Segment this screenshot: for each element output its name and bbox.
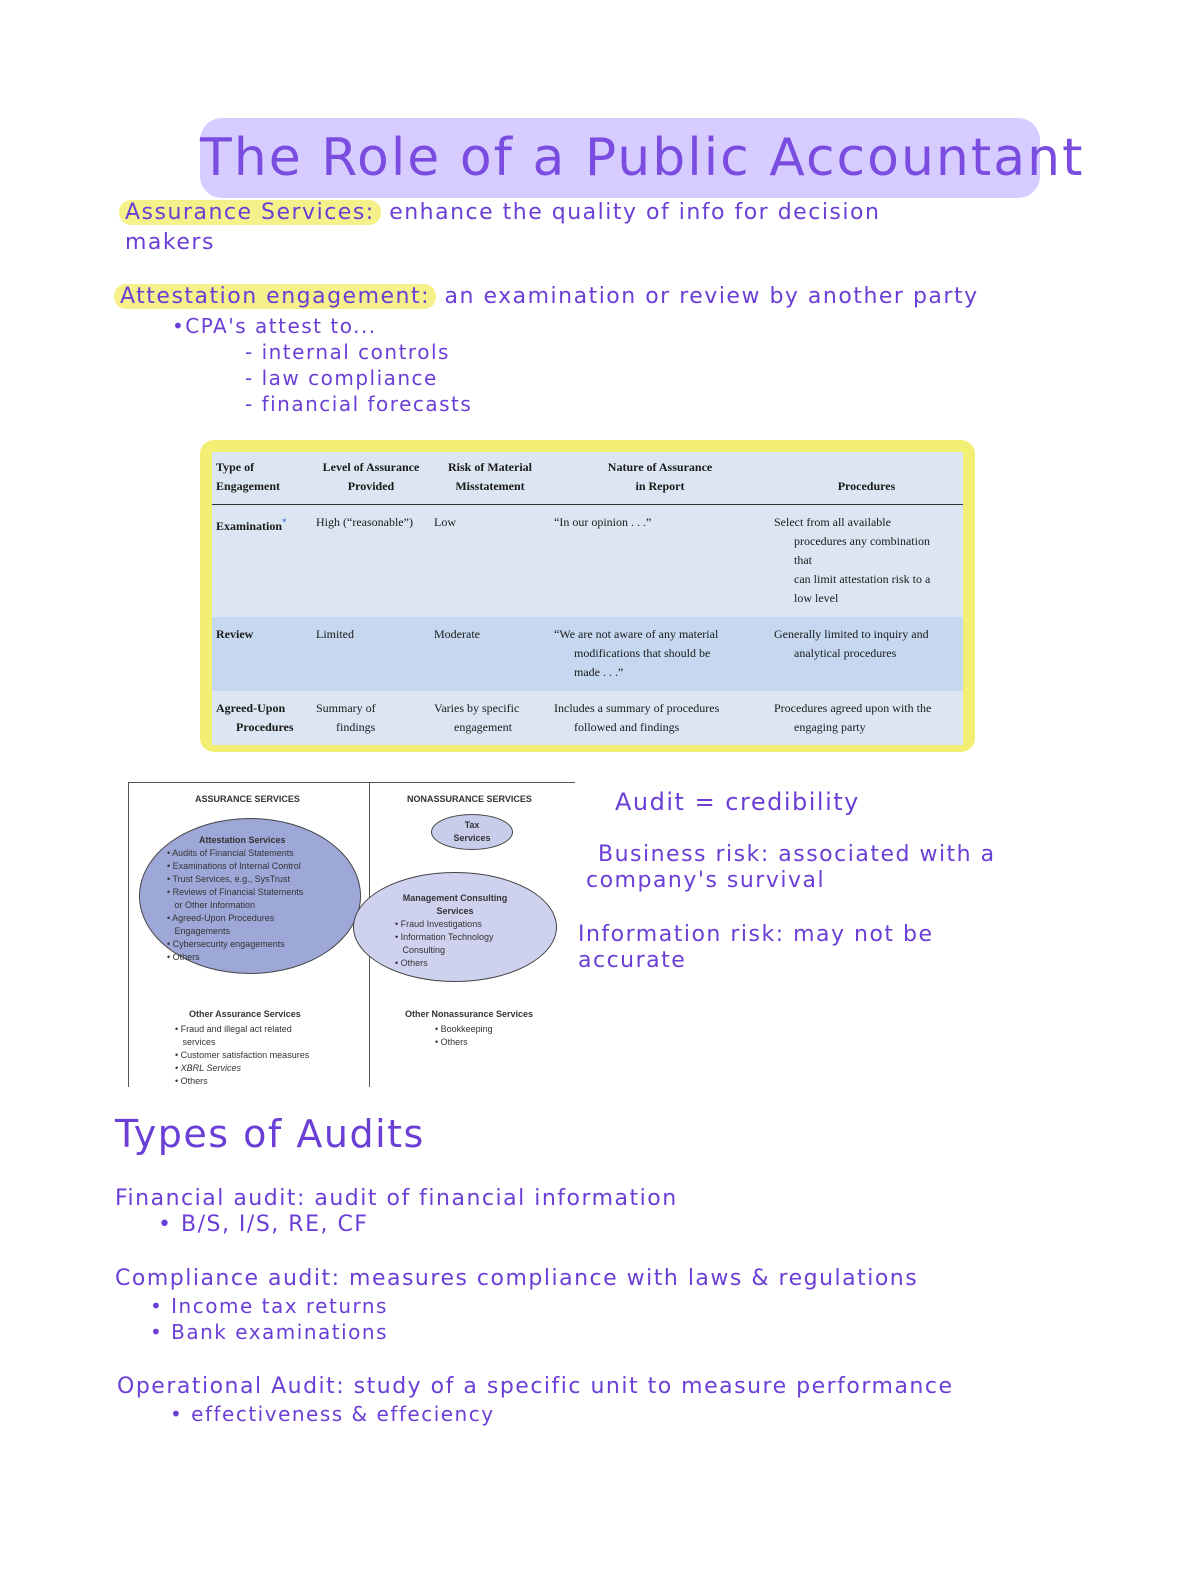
engagement-table-highlight: [200, 440, 975, 752]
cell-nature: Includes a summary of procedures followed and findings: [554, 700, 720, 734]
attestation-item: - internal controls: [245, 340, 450, 364]
attestation-sub: •CPA's attest to...: [172, 314, 377, 338]
cell-type: Review: [212, 617, 312, 691]
other-assurance-item: • Customer satisfaction measures: [175, 1050, 310, 1060]
attestation-item: • Trust Services, e.g., SysTrust: [167, 874, 290, 884]
attestation-item: • Agreed-Upon Procedures: [167, 913, 275, 923]
cell-assurance: High (“reasonable”): [316, 515, 413, 529]
cell-type: Examination*: [216, 517, 287, 533]
management-consulting-title: Management Consulting Services: [402, 893, 508, 916]
attestation-note: [120, 284, 979, 309]
cell-nature: “We are not aware of any material modifications that should be made . . .”: [550, 617, 770, 691]
cell-procedures: Generally limited to inquiry and analytical procedures: [770, 617, 963, 691]
attestation-item: • Audits of Financial Statements: [167, 848, 294, 858]
header-type: Type of Engagement: [212, 452, 312, 505]
nonassurance-services-header: NONASSURANCE SERVICES: [407, 794, 532, 804]
attestation-term: Attestation engagement:: [114, 284, 436, 309]
compliance-audit-note: Compliance audit: measures compliance with laws & regulations: [115, 1266, 919, 1291]
cell-procedures: Procedures agreed upon with the engaging party: [774, 700, 932, 734]
cell-risk: Varies by specific engagement: [434, 700, 520, 734]
other-assurance-item: • Fraud and illegal act related: [175, 1024, 292, 1034]
cell-procedures: Select from all available procedures any combination that can limit attestation risk to a low level: [774, 515, 931, 605]
compliance-audit-sub: • Income tax returns: [150, 1294, 388, 1318]
other-assurance-title: Other Assurance Services: [189, 1009, 301, 1019]
table-row: [212, 617, 963, 691]
cell-risk: Moderate: [430, 617, 550, 691]
cell-assurance: Summary of findings: [316, 700, 376, 734]
attestation-item: or Other Information: [167, 900, 256, 910]
operational-audit-note: Operational Audit: study of a specific unit to measure performance: [117, 1374, 954, 1399]
assurance-note: [125, 200, 880, 225]
table-row: [212, 505, 963, 617]
assurance-definition: enhance the quality of info for decision: [389, 200, 881, 225]
cell-assurance: Limited: [312, 617, 430, 691]
management-item: • Others: [395, 958, 428, 968]
attestation-definition: an examination or review by another party: [444, 284, 979, 309]
management-item: Consulting: [395, 945, 446, 955]
other-assurance-item: • Others: [175, 1076, 208, 1086]
attestation-item: Engagements: [167, 926, 231, 936]
financial-audit-note: Financial audit: audit of financial information: [115, 1186, 678, 1211]
financial-audit-sub: • B/S, I/S, RE, CF: [158, 1212, 369, 1237]
other-nonassurance-item: • Bookkeeping: [435, 1024, 493, 1034]
attestation-item: • Reviews of Financial Statements: [167, 887, 304, 897]
operational-audit-sub: • effectiveness & effeciency: [170, 1402, 495, 1426]
information-risk-note-cont: accurate: [578, 948, 687, 973]
header-risk: Risk of Material Misstatement: [430, 452, 550, 505]
attestation-item: - law compliance: [245, 366, 438, 390]
diagram-top-border: [129, 782, 575, 783]
assurance-definition-cont: makers: [125, 230, 215, 255]
other-nonassurance-item: • Others: [435, 1037, 468, 1047]
other-nonassurance-title: Other Nonassurance Services: [405, 1009, 534, 1019]
management-item: • Information Technology: [395, 932, 494, 942]
header-nature: Nature of Assurance in Report: [550, 452, 770, 505]
business-risk-note-cont: company's survival: [586, 868, 826, 893]
table-row: [212, 691, 963, 745]
compliance-audit-sub: • Bank examinations: [150, 1320, 388, 1344]
tax-services-label: Tax Services: [453, 820, 491, 843]
header-procedures: Procedures: [770, 452, 963, 505]
cell-type: Agreed-Upon Procedures: [216, 700, 294, 734]
other-assurance-item: • XBRL Services: [175, 1063, 242, 1073]
header-assurance: Level of Assurance Provided: [312, 452, 430, 505]
attestation-item: • Cybersecurity engagements: [167, 939, 285, 949]
cell-nature: “In our opinion . . .”: [554, 515, 652, 529]
services-diagram: [128, 782, 576, 1087]
cell-risk: Low: [434, 515, 456, 529]
types-of-audits-heading: Types of Audits: [115, 1112, 425, 1156]
assurance-services-header: ASSURANCE SERVICES: [195, 794, 300, 804]
attestation-item: • Examinations of Internal Control: [167, 861, 301, 871]
other-assurance-item: services: [175, 1037, 216, 1047]
audit-credibility-note: Audit = credibility: [615, 788, 860, 816]
business-risk-note: Business risk: associated with a: [598, 842, 996, 867]
attestation-services-title: Attestation Services: [199, 835, 286, 845]
attestation-item: - financial forecasts: [245, 392, 473, 416]
engagement-table: [212, 452, 963, 745]
management-item: • Fraud Investigations: [395, 919, 482, 929]
page-title: The Role of a Public Accountant: [200, 118, 1040, 198]
table-header-row: [212, 452, 963, 505]
attestation-item: • Others: [167, 952, 200, 962]
information-risk-note: Information risk: may not be: [578, 922, 934, 947]
assurance-term: Assurance Services:: [119, 200, 381, 225]
